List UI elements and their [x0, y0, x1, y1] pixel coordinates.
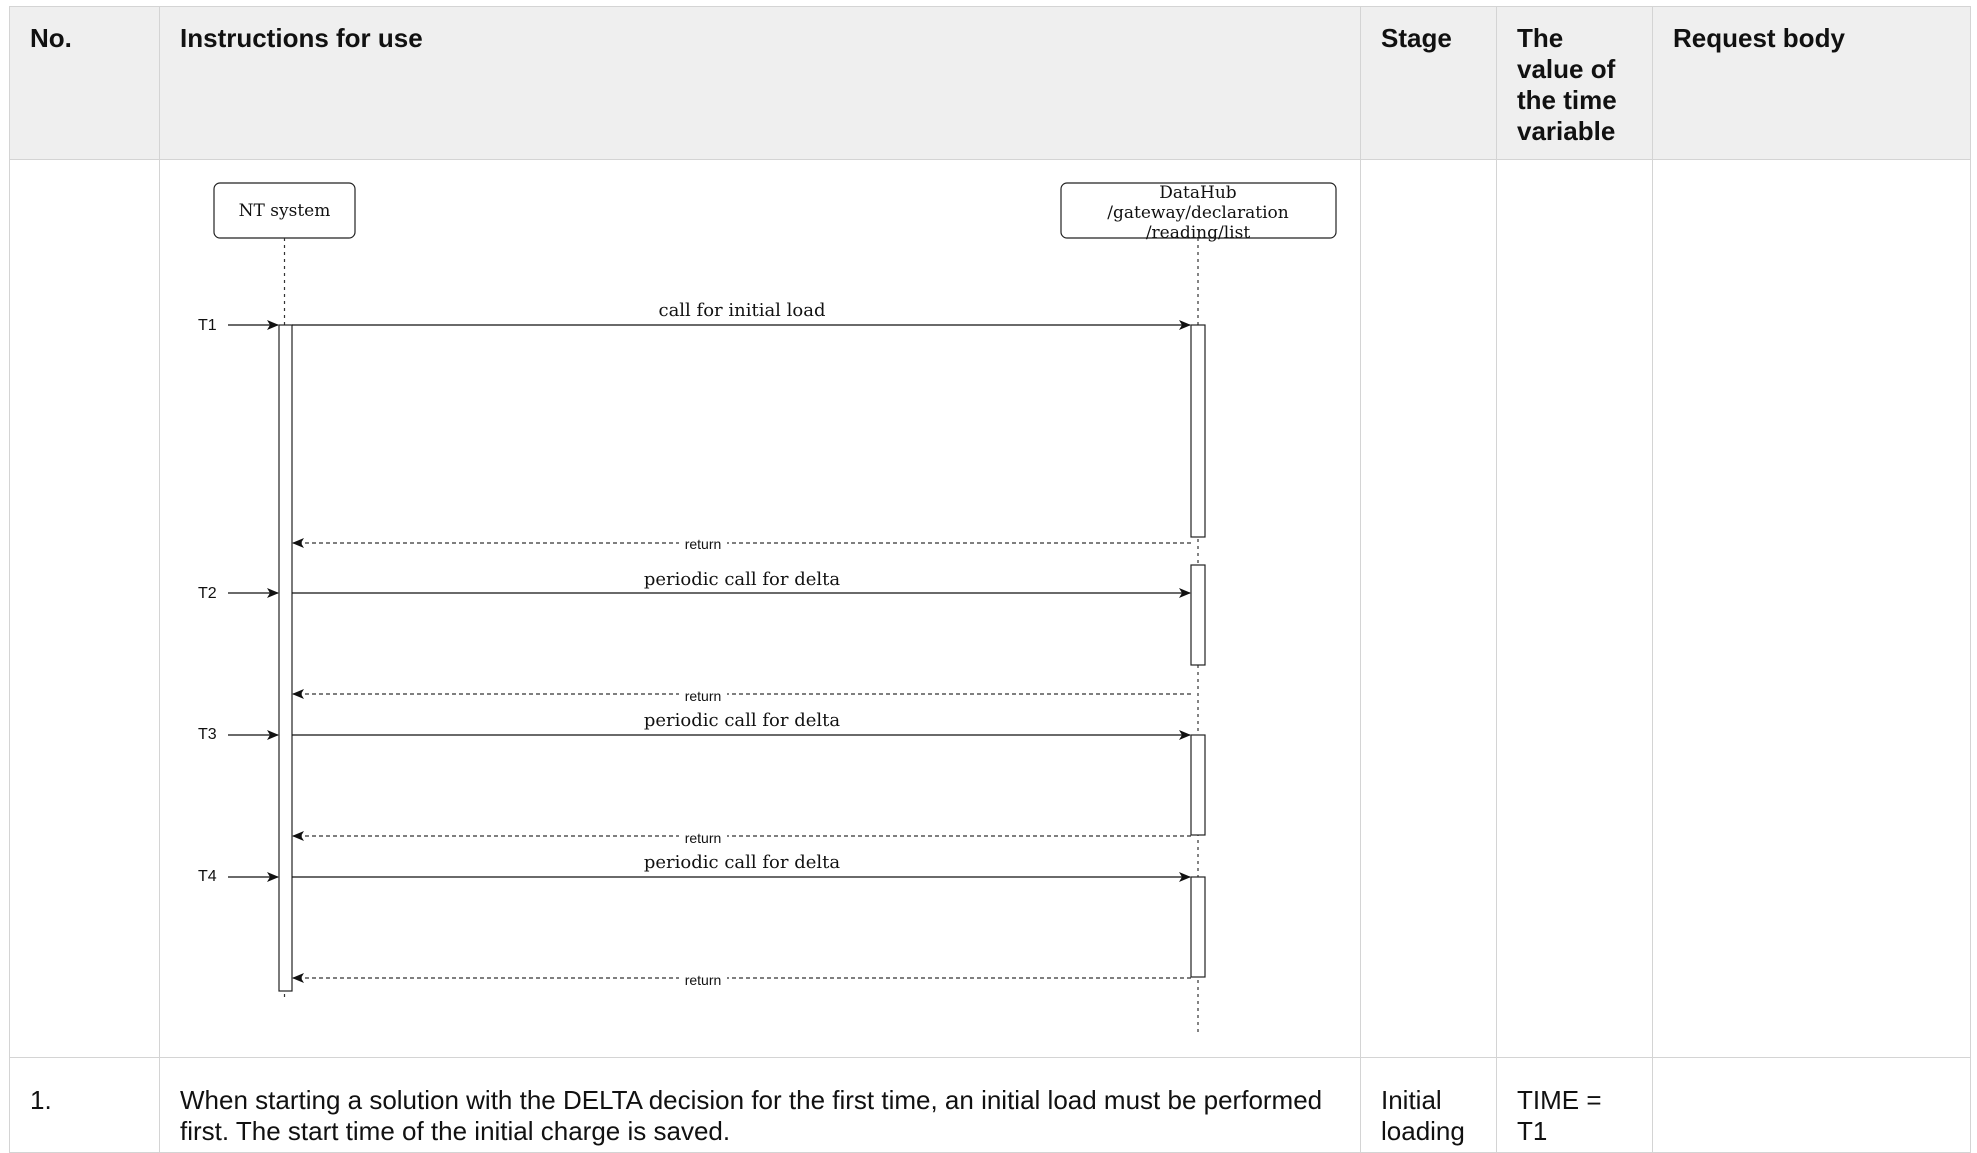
header-instructions: Instructions for use	[160, 7, 1361, 160]
participant-nt-system-label: NT system	[238, 201, 331, 221]
participant-datahub-line3: /reading/list	[1145, 223, 1251, 243]
activation-datahub-2	[1191, 565, 1205, 665]
diagram-stage-cell	[1361, 160, 1497, 1058]
activation-datahub-4	[1191, 877, 1205, 977]
return-2-label: return	[684, 688, 722, 704]
time-marker-t3: T3	[198, 726, 217, 743]
participant-datahub-line1: DataHub	[1159, 183, 1237, 203]
return-4-label: return	[684, 972, 722, 988]
sequence-diagram-svg	[160, 160, 1360, 1058]
diagram-cell	[160, 160, 1361, 1058]
message-delta-call-2-label: periodic call for delta	[643, 710, 841, 731]
time-marker-t1: T1	[198, 317, 217, 334]
row-1-request-body	[1653, 1058, 1971, 1153]
participant-datahub-line2: /gateway/declaration	[1107, 203, 1289, 223]
time-marker-t2: T2	[198, 585, 217, 602]
message-delta-call-3-label: periodic call for delta	[643, 852, 841, 873]
message-delta-call-1-label: periodic call for delta	[643, 569, 841, 590]
row-1-time-value: TIME = T1	[1497, 1058, 1653, 1153]
return-3-label: return	[684, 830, 722, 846]
row-1-no: 1.	[10, 1058, 160, 1153]
row-1-instructions: When starting a solution with the DELTA decision for the first time, an initial load must be performed first. The start time of the initial charge is saved.	[160, 1058, 1361, 1153]
header-row	[10, 7, 1971, 160]
return-1-label: return	[684, 536, 722, 552]
diagram-no-cell	[10, 160, 160, 1058]
diagram-time-cell	[1497, 160, 1653, 1058]
activation-nt-system	[279, 325, 292, 991]
diagram-row	[10, 160, 1971, 1058]
activation-datahub-1	[1191, 325, 1205, 537]
header-request-body: Request body	[1653, 7, 1971, 160]
row-1-stage: Initial loading	[1361, 1058, 1497, 1153]
activation-datahub-3	[1191, 735, 1205, 835]
diagram-request-body-cell	[1653, 160, 1971, 1058]
header-time-value: The value of the time variable	[1497, 7, 1653, 160]
header-stage: Stage	[1361, 7, 1497, 160]
instructions-table	[9, 6, 1971, 1153]
table-row	[10, 1058, 1971, 1153]
message-initial-call-label: call for initial load	[658, 300, 826, 321]
sequence-diagram	[160, 160, 1360, 1057]
time-marker-t4: T4	[198, 868, 217, 885]
header-no: No.	[10, 7, 160, 160]
